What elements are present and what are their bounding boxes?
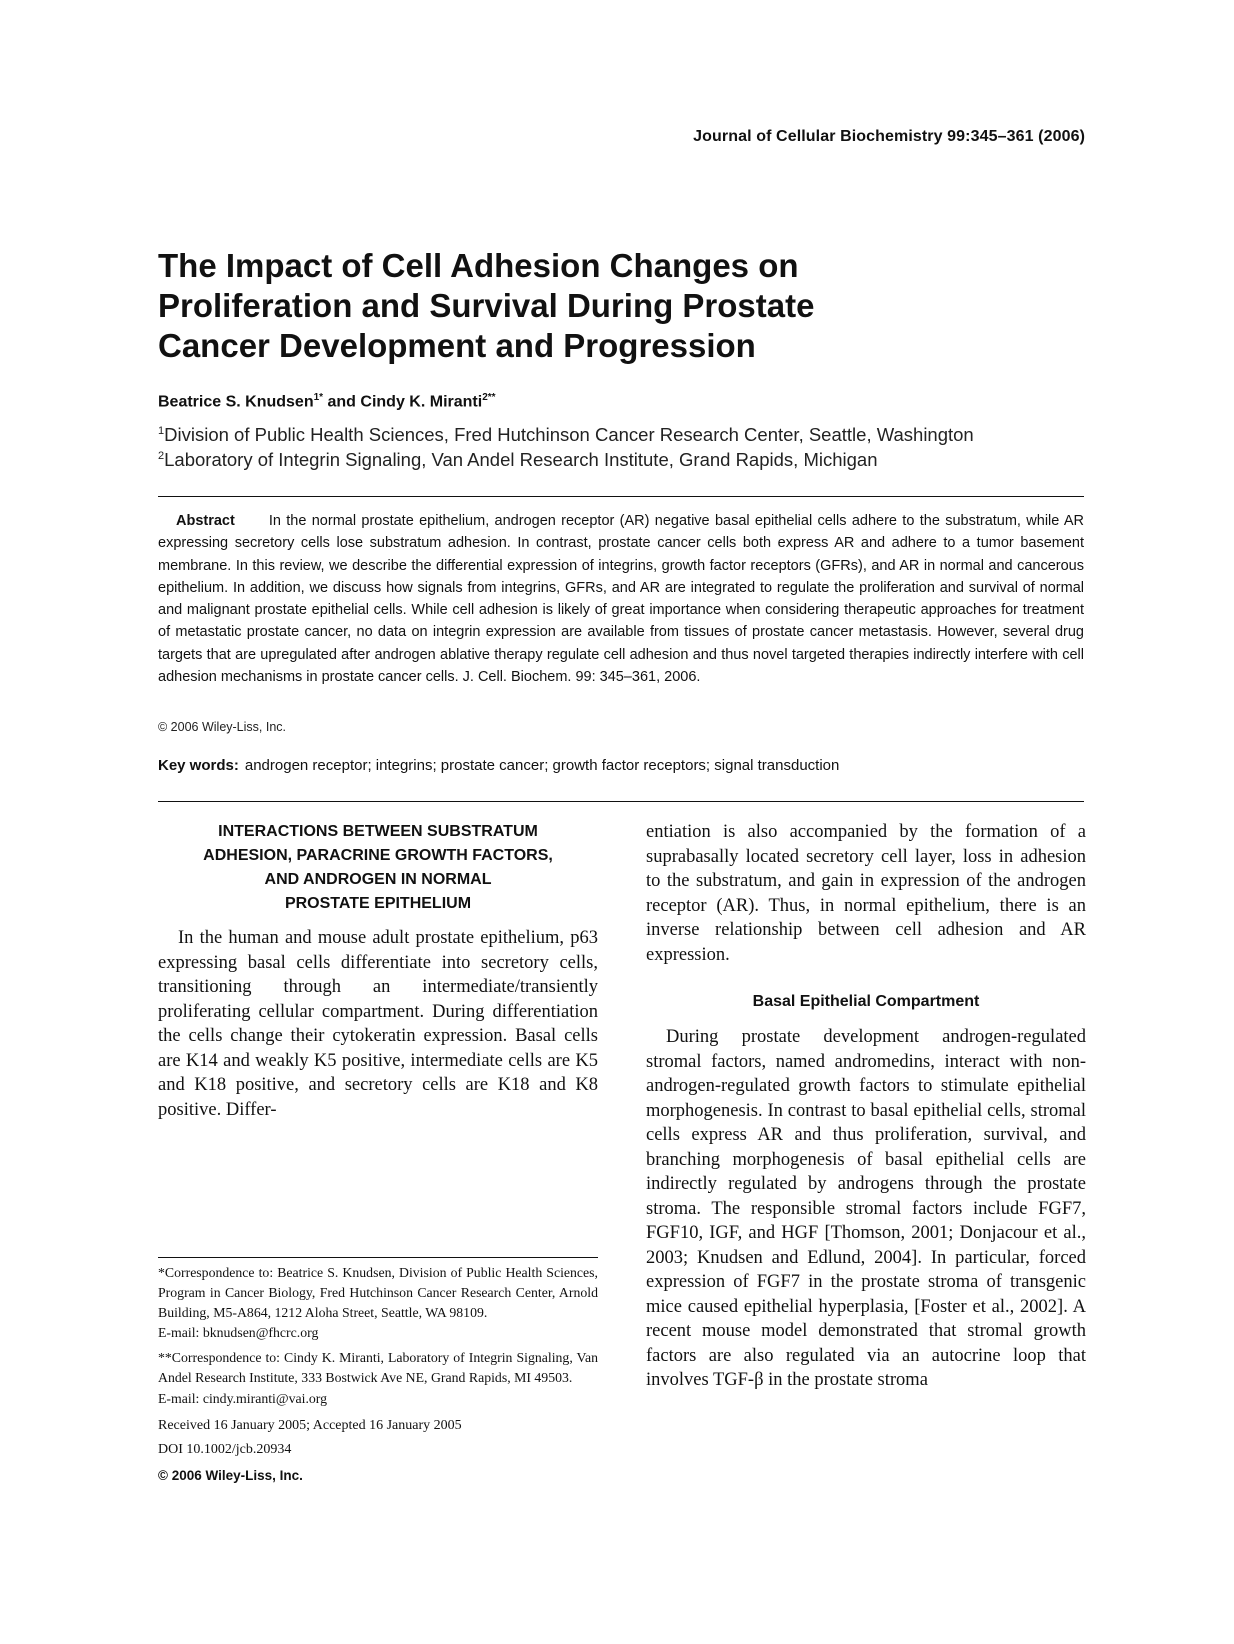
journal-header: Journal of Cellular Biochemistry 99:345–361 (2006) xyxy=(693,128,1085,145)
doi: DOI 10.1002/jcb.20934 xyxy=(158,1441,292,1457)
email: E-mail: bknudsen@fhcrc.org xyxy=(158,1325,319,1341)
right-column xyxy=(646,820,1086,1393)
article-title: The Impact of Cell Adhesion Changes on Proliferation and Survival During Prostate Cancer Development and Progression xyxy=(158,247,815,364)
abstract-copyright: © 2006 Wiley-Liss, Inc. xyxy=(158,720,287,734)
author-name: Cindy K. Miranti xyxy=(360,393,483,411)
author-line xyxy=(158,392,496,411)
correspondence-note: **Correspondence to: Cindy K. Miranti, Laboratory of Integrin Signaling, Van Andel Research Institute, 333 Bostwick Ave NE, Grand Rapids, MI 49503. xyxy=(158,1350,598,1386)
received-date: Received 16 January 2005; Accepted 16 January 2005 xyxy=(158,1417,462,1433)
divider xyxy=(158,801,1084,802)
section-heading-line: PROSTATE EPITHELIUM xyxy=(284,895,472,912)
body-paragraph: In the human and mouse adult prostate epithelium, p63 expressing basal cells differentiate into secretory cells, transitioning through an intermediate/transiently proliferating cellular compartment. During differentiation the cells change their cytokeratin expression. Basal cells are K14 and weakly K5 positive, intermediate cells are K5 and K18 positive, and secretory cells are K18 and K8 positive. Differ- xyxy=(158,928,598,1120)
subsection-heading: Basal Epithelial Compartment xyxy=(752,993,980,1010)
copyright: © 2006 Wiley-Liss, Inc. xyxy=(158,1467,303,1483)
left-column xyxy=(158,820,598,1122)
keywords-text: androgen receptor; integrins; prostate cancer; growth factor receptors; signal transduction xyxy=(244,757,840,774)
divider xyxy=(158,496,1084,497)
author-mark: 2** xyxy=(482,392,496,403)
section-heading-line: ADHESION, PARACRINE GROWTH FACTORS, xyxy=(203,847,553,864)
keywords-label: Key words: xyxy=(158,757,239,774)
section-heading-line: AND ANDROGEN IN NORMAL xyxy=(264,871,492,888)
affiliation xyxy=(158,424,974,446)
body-paragraph: entiation is also accompanied by the formation of a suprabasally located secretory cell layer, loss in adhesion to the substratum, and gain in expression of the androgen receptor (AR). Thus, in normal epithelium, there is an inverse relationship between cell adhesion and AR expression. xyxy=(646,822,1086,965)
section-heading-line: INTERACTIONS BETWEEN SUBSTRATUM xyxy=(218,823,538,840)
keywords xyxy=(158,757,839,774)
author-mark: 1* xyxy=(313,392,324,403)
abstract-label: Abstract xyxy=(176,513,235,529)
affiliation-text: Division of Public Health Sciences, Fred Hutchinson Cancer Research Center, Seattle, Washington xyxy=(164,424,974,445)
affiliation-number: 1 xyxy=(158,424,165,437)
affiliation-text: Laboratory of Integrin Signaling, Van Andel Research Institute, Grand Rapids, Michigan xyxy=(164,449,878,470)
correspondence-note: *Correspondence to: Beatrice S. Knudsen, Division of Public Health Sciences, Program in Cancer Biology, Fred Hutchinson Cancer Research Center, Arnold Building, M5-A864, 1212 Aloha Street, Seattle, WA 98109. xyxy=(158,1265,598,1321)
affiliation xyxy=(158,449,877,471)
email: E-mail: cindy.miranti@vai.org xyxy=(158,1390,328,1406)
section-heading xyxy=(158,820,598,916)
footnote-divider xyxy=(158,1257,598,1258)
footnotes xyxy=(158,1263,598,1483)
body-paragraph: During prostate development androgen-regulated stromal factors, named andromedins, interact with non-androgen-regulated growth factors to stimulate epithelial morphogenesis. In contrast to basal epithelial cells, stromal cells express AR and thus proliferation, survival, and branching morphogenesis of basal epithelial cells are indirectly regulated by androgens through the prostate stroma. The responsible stromal factors include FGF7, FGF10, IGF, and HGF [Thomson, 2001; Donjacour et al., 2003; Knudsen and Edlund, 2004]. In particular, forced expression of FGF7 in the prostate stroma of transgenic mice caused epithelial hyperplasia, [Foster et al., 2002]. A recent mouse model demonstrated that stromal growth factors are also regulated via an autocrine loop that involves TGF-β in the prostate stroma xyxy=(646,1027,1086,1390)
abstract-text: In the normal prostate epithelium, androgen receptor (AR) negative basal epithelial cells adhere to the substratum, while AR expressing secretory cells lose substratum adhesion. In contrast, prostate cancer cells both express AR and adhere to a tumor basement membrane. In this review, we describe the differential expression of integrins, growth factor receptors (GFRs), and AR in normal and cancerous epithelium. In addition, we discuss how signals from integrins, GFRs, and AR are integrated to regulate the proliferation and survival of normal and malignant prostate epithelial cells. While cell adhesion is likely of great importance when considering therapeutic approaches for treatment of metastatic prostate cancer, no data on integrin expression are available from tissues of prostate cancer metastasis. However, several drug targets that are upregulated after androgen ablative therapy regulate cell adhesion and thus novel targeted therapies indirectly interfere with cell adhesion mechanisms in prostate cancer cells. J. Cell. Biochem. 99: 345–361, 2006. xyxy=(158,513,1084,686)
abstract xyxy=(158,510,1084,688)
affiliation-number: 2 xyxy=(158,449,165,462)
author-conjunction: and xyxy=(323,393,361,411)
author-name: Beatrice S. Knudsen xyxy=(158,393,314,411)
